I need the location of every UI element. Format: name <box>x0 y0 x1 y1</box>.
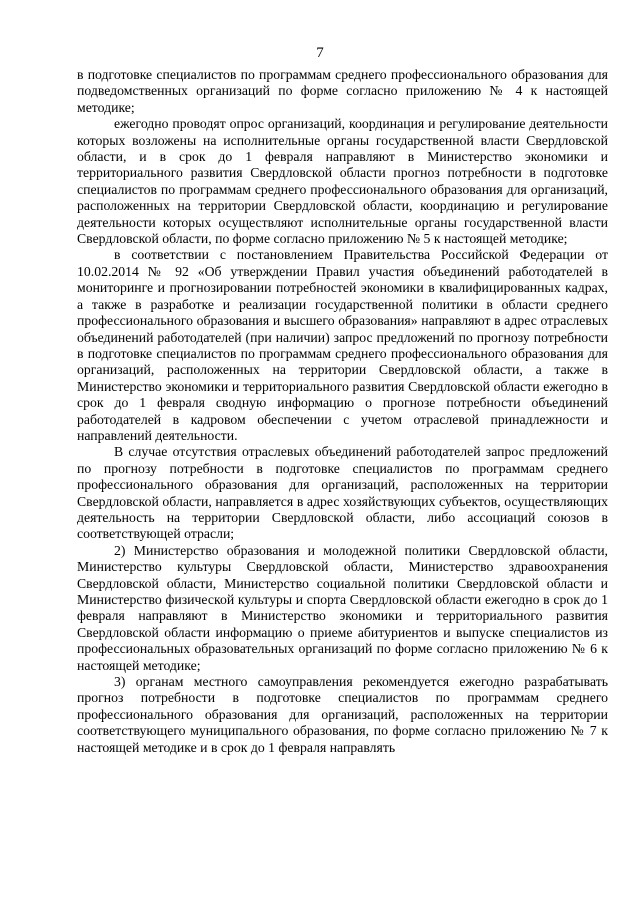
paragraph-1: в подготовке специалистов по программам среднего профессионального образования для подведомственных организаций по форме согласно приложению № 4 к настоящей методике; <box>77 67 608 115</box>
paragraph-3: в соответствии с постановлением Правительства Российской Федерации от 10.02.2014 № 92 «Об утверждении Правил участия объединений работодателей в мониторинге и прогнозировании потребностей экономики в квалифицированных кадрах, а также в разработке и реализации государственной политики в области среднего профессионального образования и высшего образования» направляют в адрес отраслевых объединений работодателей (при наличии) запрос предложений по прогнозу потребности в подготовке специалистов по программам среднего профессионального образования для организаций, расположенных на территории Свердловской области, а также в Министерство экономики и территориального развития Свердловской области ежегодно в срок до 1 февраля сводную информацию о прогнозе потребности объединений работодателей в кадровом обеспечении с учетом отраслевой принадлежности и направлений деятельности. <box>77 247 608 443</box>
paragraph-4: В случае отсутствия отраслевых объединений работодателей запрос предложений по прогнозу потребности в подготовке специалистов по программам среднего профессионального образования для организаций, расположенных на территории Свердловской области, направляется в адрес хозяйствующих субъектов, осуществляющих деятельность на территории Свердловской области, либо ассоциаций союзов в соответствующей отрасли; <box>77 444 608 542</box>
document-body <box>77 67 608 756</box>
paragraph-2: ежегодно проводят опрос организаций, координация и регулирование деятельности которых возложены на исполнительные органы государственной власти Свердловской области, и в срок до 1 февраля направляют в Министерство экономики и территориального развития Свердловской области прогноз потребности в подготовке специалистов по программам среднего профессионального образования для организаций, расположенных на территории Свердловской области, координацию и регулирование деятельности которых осуществляют исполнительные органы государственной власти Свердловской области, по форме согласно приложению № 5 к настоящей методике; <box>77 116 608 247</box>
paragraph-6: 3) органам местного самоуправления рекомендуется ежегодно разрабатывать прогноз потребности в подготовке специалистов по программам среднего профессионального образования для организаций, расположенных на территории соответствующего муниципального образования, по форме согласно приложению № 7 к настоящей методике и в срок до 1 февраля направлять <box>77 674 608 755</box>
paragraph-5: 2) Министерство образования и молодежной политики Свердловской области, Министерство культуры Свердловской области, Министерство здравоохранения Свердловской области, Министерство социальной политики Свердловской области и Министерство физической культуры и спорта Свердловской области ежегодно в срок до 1 февраля направляют в Министерство экономики и территориального развития Свердловской области информацию о приеме абитуриентов и выпуске специалистов из профессиональных образовательных организаций по форме согласно приложению № 6 к настоящей методике; <box>77 542 608 673</box>
page-number: 7 <box>316 45 324 61</box>
